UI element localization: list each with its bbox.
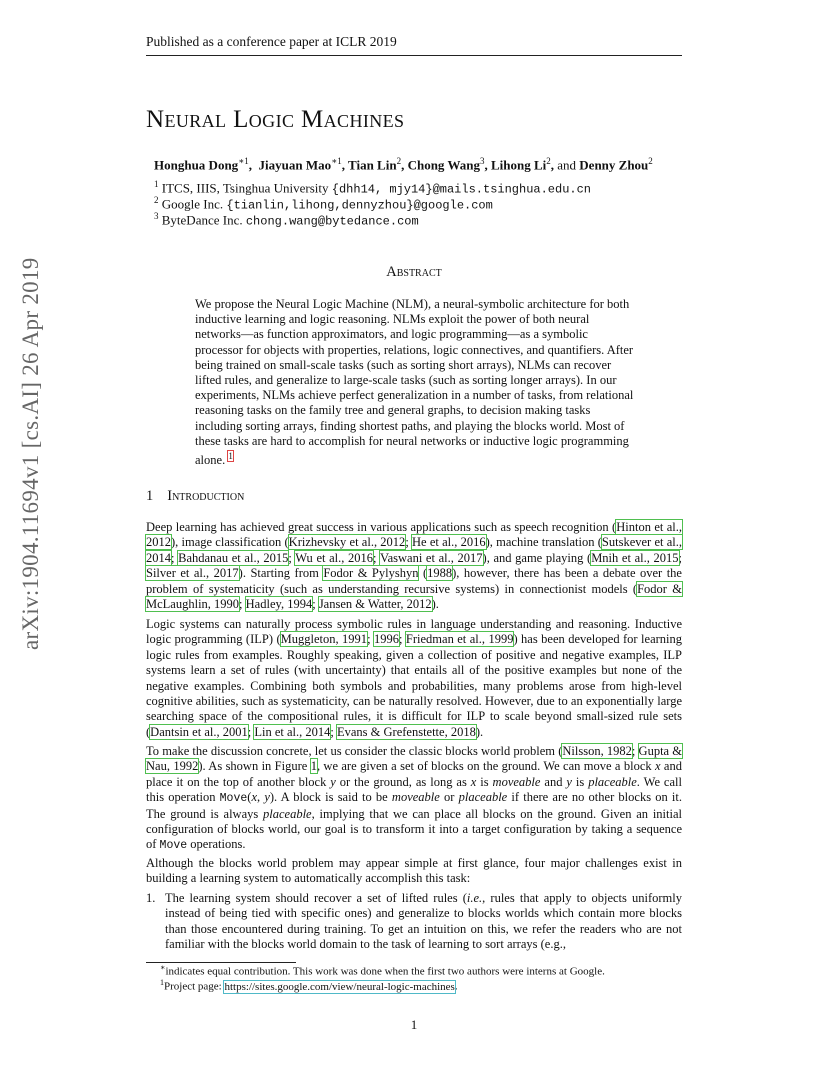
email: {dhh14, mjy14}@mails.tsinghua.edu.cn: [331, 182, 592, 197]
author: Chong Wang: [407, 157, 480, 173]
paragraph: Deep learning has achieved great success in various applications such as speech recognition (Hinton et al., 2012), image classification (Krizhevsky et al., 2012; He et al., 2016), machine translation (Sutskever et al., 2014; Bahdanau et al., 2015; Wu et al., 2016; Vaswani et al., 2017), and game playing (Mnih et al., 2015; Silver et al., 2017). Starting from Fodor & Pylyshyn (1988), however, there has been a debate over the problem of systematicity (such as understanding recursive systems) in connectionist models (Fodor & McLaughlin, 1990; Hadley, 1994; Jansen & Watter, 2012).: [146, 520, 683, 612]
running-header: Published as a conference paper at ICLR 2019: [146, 34, 397, 49]
author: Tian Lin: [348, 157, 397, 173]
author: Lihong Li: [490, 157, 547, 173]
paragraph: Logic systems can naturally process symbolic rules in language understanding and reasoning. Inductive logic programming (ILP) (Muggleton, 1991; 1996; Friedman et al., 1999) has been developed for learning logic rules from examples. Roughly speaking, given a collection of positive and negative examples, ILP systems learn a set of rules (with uncertainty) that entails all of the positive examples but none of the negative examples. Combining both symbols and probabilities, many problems arose from high-level cognitive abilities, such as systematicity, can be naturally resolved. However, due to an exponentially large searching space of the compositional rules, it is difficult for ILP to scale beyond small-sized rule sets (Dantsin et al., 2001; Lin et al., 2014; Evans & Grefenstette, 2018).: [146, 617, 682, 739]
arxiv-stamp: arXiv:1904.11694v1 [cs.AI] 26 Apr 2019: [18, 257, 43, 650]
author: Denny Zhou: [579, 157, 649, 173]
author-list: Honghua Dong$^{∗1}$, Jiayuan Mao$^{∗1}$, Tian Lin$^2$, Chong Wang$^3$, Lihong Li$^2$, and Denny Zhou$^2$: [154, 156, 653, 173]
footnote: $^1$Project page: https://sites.google.com/view/neural-logic-machines.: [160, 978, 458, 993]
section-heading: 1 Introduction: [146, 488, 245, 504]
page-number: 1: [410, 1017, 418, 1032]
author: Jiayuan Mao: [258, 157, 332, 173]
list-item: 1. The learning system should recover a set of lifted rules (i.e., rules that apply to objects uniformly instead of being tied with specific ones) and generalize to blocks worlds which contain more blocks than those encountered during training. To get an intuition on this, we refer the readers who are not familiar with the blocks world domain to the task of learning to sort arrays (e.g.,: [146, 891, 683, 952]
paragraph: Although the blocks world problem may appear simple at first glance, four major challenges exist in building a learning system to automatically accomplish this task:: [146, 856, 682, 886]
abstract-body: We propose the Neural Logic Machine (NLM), a neural-symbolic architecture for both inductive learning and logic reasoning. NLMs exploit the power of both neural networks—as function approximators, and logic programming—as a symbolic processor for objects with properties, relations, logic connectives, and quantifiers. After being trained on small-scale tasks (such as sorting short arrays), NLMs can recover lifted rules, and generalize to large-scale tasks (such as sorting longer arrays). In our experiments, NLMs achieve perfect generalization in a number of tasks, from relational reasoning tasks on the family tree and general graphs, to decision making tasks including sorting arrays, finding shortest paths, and playing the blocks world. Most of these tasks are hard to accomplish for neural networks or inductive logic programming alone. $^1$: [195, 297, 634, 468]
author: Honghua Dong: [154, 157, 239, 173]
paper-title: Neural Logic Machines: [146, 106, 405, 133]
affiliation: $^1$ ITCS, IIIS, Tsinghua University {dhh14, mjy14}@mails.tsinghua.edu.cn: [154, 179, 592, 197]
paragraph: To make the discussion concrete, let us consider the classic blocks world problem (Nilsson, 1982; Gupta & Nau, 1992). As shown in Figure 1, we are given a set of blocks on the ground. We can move a block x and place it on the top of another block y or the ground, as long as x is moveable and y is placeable. We call this operation Move(x, y). A block is said to be moveable or placeable if there are no other blocks on it. The ground is always placeable, implying that we can place all blocks on the ground. Given an initial configuration of blocks world, our goal is to transform it into a target configuration by taking a sequence of Move operations.: [146, 744, 683, 853]
email: chong.wang@bytedance.com: [245, 214, 419, 229]
footnote-link[interactable]: 1: [228, 451, 233, 462]
header-rule: [146, 55, 682, 56]
abstract-heading: Abstract: [386, 264, 442, 280]
email: {tianlin,lihong,dennyzhou}@google.com: [226, 198, 493, 213]
affiliation: $^2$ Google Inc. {tianlin,lihong,dennyzhou}@google.com: [154, 195, 493, 213]
footnote: ∗indicates equal contribution. This work was done when the first two authors were interns at Google.: [160, 963, 605, 978]
affiliation: $^3$ ByteDance Inc. chong.wang@bytedance.com: [154, 211, 419, 229]
project-page-link[interactable]: https://sites.google.com/view/neural-logic-machines: [224, 980, 455, 993]
